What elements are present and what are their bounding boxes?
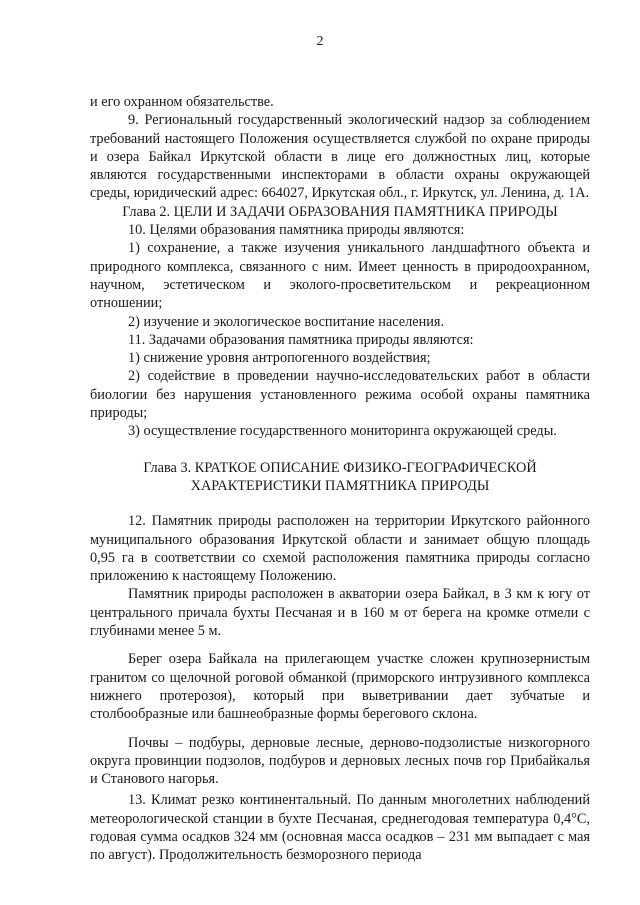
paragraph-10: 10. Целями образования памятника природы являются:	[128, 222, 465, 239]
chapter-3-heading-line-1: Глава 3. КРАТКОЕ ОПИСАНИЕ ФИЗИКО-ГЕОГРАФИЧЕСКОЙ	[143, 459, 537, 476]
document-body	[90, 93, 590, 865]
paragraph-continuation: и его охранном обязательстве.	[90, 94, 274, 110]
paragraph-9: 9. Региональный государственный экологический надзор за соблюдением требований настоящего Положения осуществляется службой по охране природы и озера Байкал Иркутской области в лице его должностных лиц, которые являются государственными инспекторами в области охраны окружающей среды, юридический адрес: 664027, Иркутская обл., г. Иркутск, ул. Ленина, д. 1А.	[90, 112, 590, 202]
page-number: 2	[316, 34, 324, 49]
paragraph-13: 13. Климат резко континентальный. По данным многолетних наблюдений метеорологической станции в бухте Песчаная, среднегодовая температура 0,4°С, годовая сумма осадков 324 мм (основная масса осадков – 231 мм выпадает с мая по август). Продолжительность безморозного периода	[90, 792, 590, 864]
chapter-2-heading: Глава 2. ЦЕЛИ И ЗАДАЧИ ОБРАЗОВАНИЯ ПАМЯТНИКА ПРИРОДЫ	[122, 203, 558, 220]
paragraph-11: 11. Задачами образования памятника природы являются:	[128, 331, 474, 348]
paragraph-11-item-3: 3) осуществление государственного мониторинга окружающей среды.	[128, 423, 557, 440]
paragraph-10-item-2: 2) изучение и экологическое воспитание населения.	[128, 313, 445, 330]
paragraph-10-item-1: 1) сохранение, а также изучения уникального ландшафтного объекта и природного комплекса, связанного с ним. Имеет ценность в природоохранном, научном, эстетическом и эколого-просветительском и рекреационном отношении;	[90, 240, 590, 312]
paragraph-12: 12. Памятник природы расположен на территории Иркутского районного муниципального образования Иркутской области и занимает общую площадь 0,95 га в соответствии со схемой расположения памятника природы согласно приложению к настоящему Положению.	[90, 513, 590, 585]
paragraph-11-item-1: 1) снижение уровня антропогенного воздействия;	[128, 350, 431, 367]
chapter-3-heading	[90, 459, 590, 496]
chapter-3-heading-line-2: ХАРАКТЕРИСТИКИ ПАМЯТНИКА ПРИРОДЫ	[190, 477, 490, 494]
paragraph-location: Памятник природы расположен в акватории озера Байкал, в 3 км к югу от центрального причала бухты Песчаная и в 160 м от берега на кромке отмели с глубинами менее 5 м.	[90, 586, 590, 640]
paragraph-shore: Берег озера Байкала на прилегающем участке сложен крупнозернистым гранитом со щелочной роговой обманкой (приморского интрузивного комплекса нижнего протерозоя), который при выветривании дает зубчатые и столбообразные или башнеобразные формы берегового склона.	[90, 651, 590, 723]
paragraph-11-item-2: 2) содействие в проведении научно-исследовательских работ в области биологии без нарушения установленного режима особой охраны памятника природы;	[90, 368, 590, 422]
paragraph-soils: Почвы – подбуры, дерновые лесные, дерново-подзолистые низкогорного округа провинции подзолов, подбуров и дерновых лесных почв гор Прибайкалья и Станового нагорья.	[90, 734, 590, 788]
